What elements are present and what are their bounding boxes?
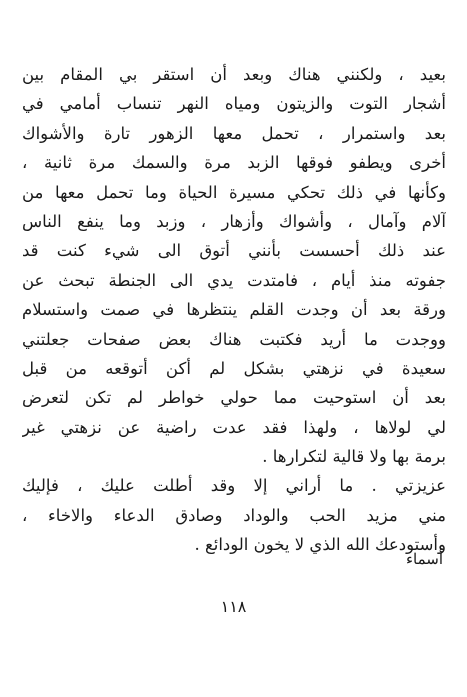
text-line: ووجدت ما أريد فكتبت هناك بعض صفحات جعلتني xyxy=(22,329,446,349)
page-number: ١١٨ xyxy=(220,597,247,616)
text-line: جفوته منذ أيام ، فامتدت يدي الى الجنطة تبحث عن xyxy=(22,270,446,290)
text-line: برمة بها ولا قالية لتكرارها . xyxy=(262,447,446,467)
text-line: أشجار التوت والزيتون ومياه النهر تنساب أمامي في xyxy=(22,94,446,114)
text-line: بعد أن استوحيت مما حولي خواطر لم تكن لتعرض xyxy=(22,388,446,408)
text-line: ورقة بعد أن وجدت القلم ينتظرها في صمت واستسلام xyxy=(22,300,446,320)
text-line: وأستودعك الله الذي لا يخون الودائع . xyxy=(194,535,446,555)
text-line: أخرى ويطفو فوقها الزبد مرة والسمك مرة ثانية ، xyxy=(22,153,446,173)
text-line: بعد واستمرار ، تحمل معها الزهور تارة والأشواك xyxy=(22,123,446,143)
text-line: آلام وآمال ، وأشواك وأزهار ، وزبد وما ينفع الناس xyxy=(22,211,446,231)
text-line: عزيزتي . ما أراني إلا وقد أطلت عليك ، فإليك xyxy=(22,476,446,496)
text-line: لي لولاها ، ولهذا فقد عدت راضية عن نزهتي غير xyxy=(22,417,446,437)
text-line: سعيدة في نزهتي بشكل لم أكن أتوقعه من قبل xyxy=(22,358,446,378)
text-line: مني مزيد الحب والوداد وصادق الدعاء والاخاء ، xyxy=(22,505,446,525)
signature: أسماء xyxy=(405,550,443,568)
text-line: عند ذلك أحسست بأنني أتوق الى شيء كنت قد xyxy=(22,241,446,261)
body-text xyxy=(22,60,446,560)
text-line: وكأنها في ذلك تحكي مسيرة الحياة وما تحمل معها من xyxy=(22,182,446,202)
text-line: بعيد ، ولكنني هناك وبعد أن استقر بي المقام بين xyxy=(22,65,446,84)
